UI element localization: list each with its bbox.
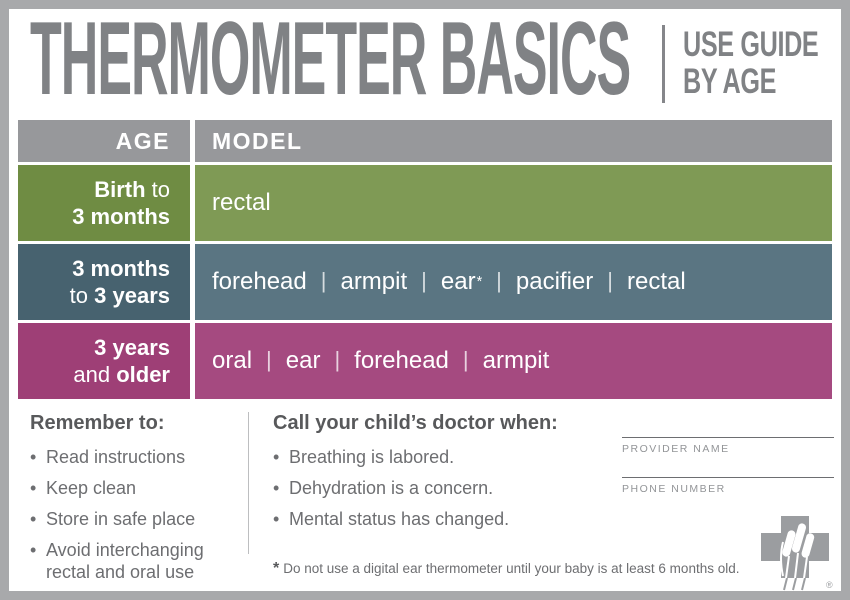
remember-heading: Remember to:	[30, 412, 165, 434]
title-divider	[662, 25, 665, 103]
age-cell: 3 months to 3 years	[18, 244, 190, 320]
bullet-icon: •	[273, 447, 280, 467]
provider-name-field	[622, 437, 834, 455]
doctor-heading: Call your child’s doctor when:	[273, 412, 558, 434]
table-row	[18, 323, 832, 399]
table-row	[18, 244, 832, 320]
bullet-icon: •	[30, 509, 37, 529]
model-item: oral	[212, 347, 253, 374]
model-item: forehead	[354, 347, 449, 374]
registered-mark: ®	[826, 580, 833, 590]
header	[9, 1, 841, 117]
age-model-table	[18, 120, 832, 399]
model-item: ear	[440, 268, 476, 295]
model-cell	[195, 244, 832, 320]
age-cell: Birth to 3 months	[18, 165, 190, 241]
page-subtitle	[683, 26, 818, 100]
cattail-cross-logo-icon	[753, 512, 837, 596]
model-item: forehead	[212, 268, 307, 295]
phone-number-field	[622, 477, 834, 495]
list-item: • Mental status has changed.	[273, 509, 510, 529]
model-cell	[195, 165, 832, 241]
header-age: AGE	[18, 120, 190, 162]
separator: |	[496, 268, 502, 293]
list-item: • Keep clean	[30, 478, 137, 498]
doctor-list	[273, 446, 603, 530]
list-item: • Read instructions	[30, 447, 186, 467]
separator: |	[607, 268, 613, 293]
page-title: THERMOMETER BASICS	[30, 1, 631, 117]
list-item: • Breathing is labored.	[273, 447, 455, 467]
header-model: MODEL	[195, 120, 832, 162]
bullet-icon: •	[30, 447, 37, 467]
footnote	[273, 560, 739, 578]
model-item: ear	[285, 347, 321, 374]
poster-page	[9, 1, 841, 591]
phone-number-label: PHONE NUMBER	[622, 483, 726, 495]
subtitle-line-1: USE GUIDE	[683, 25, 819, 64]
separator: |	[266, 347, 272, 372]
remember-section	[30, 412, 242, 592]
bullet-icon: •	[30, 540, 37, 560]
doctor-section	[273, 412, 603, 539]
separator: |	[320, 268, 327, 293]
separator: |	[421, 268, 427, 293]
separator: |	[334, 347, 341, 372]
table-header-row	[18, 120, 832, 162]
separator: |	[462, 347, 469, 372]
footnote-text: Do not use a digital ear thermometer until your baby is at least 6 months old.	[283, 561, 740, 576]
bullet-icon: •	[273, 509, 280, 529]
age-cell: 3 years and older	[18, 323, 190, 399]
model-item: rectal	[212, 189, 271, 216]
footnote-asterisk: *	[476, 274, 483, 290]
contact-fields	[622, 437, 834, 495]
table-row	[18, 165, 832, 241]
bullet-icon: •	[273, 478, 280, 498]
list-item: • Store in safe place	[30, 509, 196, 529]
asterisk-icon: *	[273, 560, 280, 577]
remember-list	[30, 446, 242, 583]
model-item: pacifier	[515, 268, 594, 295]
subtitle-line-2: BY AGE	[683, 62, 777, 101]
model-item: rectal	[626, 268, 686, 295]
provider-name-label: PROVIDER NAME	[622, 443, 730, 455]
list-item: • Dehydration is a concern.	[273, 478, 494, 498]
list-item: • Avoid interchanging rectal and oral use	[30, 540, 204, 582]
bullet-icon: •	[30, 478, 37, 498]
model-cell	[195, 323, 832, 399]
section-divider	[248, 412, 249, 554]
model-item: armpit	[340, 268, 408, 295]
model-item: armpit	[482, 347, 550, 374]
